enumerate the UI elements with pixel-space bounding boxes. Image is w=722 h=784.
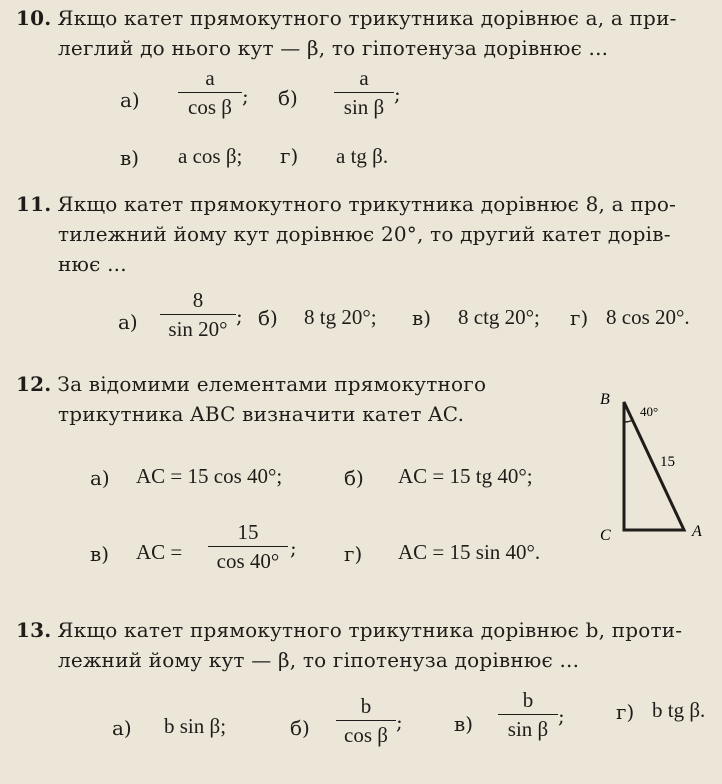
q10-b-separator: ;: [394, 82, 401, 106]
fraction-bar: [498, 714, 558, 715]
q11-option-b-value: 8 tg 20°;: [304, 305, 377, 329]
q11-line1: [16, 192, 676, 216]
q12-text-1: За відомими елементами прямокутного: [57, 372, 487, 396]
q10-option-d-value: a tg β.: [336, 144, 389, 168]
q12-c-numerator: 15: [237, 520, 259, 544]
angle-label: 40°: [640, 404, 659, 419]
q12-option-b-label: б): [344, 466, 364, 490]
q11-option-c-value: 8 ctg 20°;: [458, 305, 540, 329]
q12-option-c-label: в): [90, 542, 110, 566]
q12-number: 12.: [16, 372, 52, 396]
q13-option-c-label: в): [454, 712, 474, 736]
q12-option-c-fraction: [208, 520, 288, 574]
q10-b-numerator: a: [359, 66, 369, 90]
q12-option-d-label: г): [344, 542, 363, 566]
q11-line3: нює ...: [58, 252, 127, 276]
q10-b-denominator: sin β: [343, 95, 385, 119]
q12-line2: трикутника ABC визначити катет AC.: [58, 402, 465, 426]
q13-c-numerator: b: [522, 688, 534, 712]
triangle-figure: [596, 388, 718, 548]
vertex-b-label: B: [600, 391, 610, 408]
q11-a-denominator: sin 20°: [168, 317, 228, 341]
q11-a-separator: ;: [236, 304, 243, 328]
q11-option-b-label: б): [258, 306, 278, 330]
q13-c-denominator: sin β: [507, 717, 549, 741]
q10-option-c-label: в): [120, 146, 140, 170]
q13-b-separator: ;: [396, 710, 403, 734]
q13-line1: [16, 618, 682, 642]
q10-option-c-value: a cos β;: [178, 144, 243, 168]
q13-b-denominator: cos β: [344, 723, 388, 747]
q10-a-numerator: a: [205, 66, 215, 90]
q13-option-a-label: а): [112, 716, 132, 740]
q12-c-denominator: cos 40°: [216, 549, 280, 573]
q12-option-a-value: AC = 15 cos 40°;: [136, 464, 283, 488]
q13-option-a-value: b sin β;: [164, 714, 227, 738]
q11-text-1: Якщо катет прямокутного трикутника дорівнює 8, а про-: [57, 192, 677, 216]
q10-line1: [16, 6, 677, 30]
q13-line2: лежний йому кут — β, то гіпотенуза дорівнює ...: [58, 648, 580, 672]
fraction-bar: [160, 314, 236, 315]
q10-a-denominator: cos β: [188, 95, 232, 119]
q10-option-b-fraction: [334, 66, 394, 120]
q11-number: 11.: [16, 192, 52, 216]
q10-option-a-fraction: [178, 66, 242, 120]
vertex-a-label: A: [692, 523, 702, 540]
q13-option-b-label: б): [290, 716, 310, 740]
q12-option-d-value: AC = 15 sin 40°.: [398, 540, 541, 564]
q12-line1: [16, 372, 486, 396]
q13-option-b-fraction: [336, 694, 396, 748]
q10-option-a-label: а): [120, 88, 140, 112]
q13-option-d-value: b tg β.: [652, 698, 706, 722]
fraction-bar: [336, 720, 396, 721]
fraction-bar: [334, 92, 394, 93]
q13-text-1: Якщо катет прямокутного трикутника дорівнює b, проти-: [57, 618, 683, 642]
q13-number: 13.: [16, 618, 52, 642]
q11-option-a-label: а): [118, 310, 138, 334]
vertex-c-label: C: [600, 527, 611, 544]
q10-line2: леглий до нього кут — β, то гіпотенуза дорівнює ...: [58, 36, 609, 60]
q11-option-c-label: в): [412, 306, 432, 330]
q12-option-a-label: а): [90, 466, 110, 490]
hypotenuse-label: 15: [660, 454, 675, 470]
q11-line2: тилежний йому кут дорівнює 20°, то другий катет дорів-: [58, 222, 671, 246]
q13-b-numerator: b: [360, 694, 372, 718]
q12-c-separator: ;: [290, 536, 297, 560]
q11-option-d-label: г): [570, 306, 589, 330]
q10-option-b-label: б): [278, 86, 298, 110]
q10-a-separator: ;: [242, 84, 249, 108]
q12-option-b-value: AC = 15 tg 40°;: [398, 464, 533, 488]
q13-option-c-fraction: [498, 688, 558, 742]
q11-option-d-value: 8 cos 20°.: [606, 305, 690, 329]
q10-number: 10.: [16, 6, 52, 30]
q10-text-1: Якщо катет прямокутного трикутника дорівнює a, а при-: [57, 6, 677, 30]
q12-option-c-lhs: AC =: [136, 540, 183, 564]
q10-option-d-label: г): [280, 144, 299, 168]
fraction-bar: [178, 92, 242, 93]
q11-option-a-fraction: [160, 288, 236, 342]
q11-a-numerator: 8: [192, 288, 204, 312]
q13-c-separator: ;: [558, 704, 565, 728]
triangle-shape: [624, 402, 684, 530]
q13-option-d-label: г): [616, 700, 635, 724]
fraction-bar: [208, 546, 288, 547]
